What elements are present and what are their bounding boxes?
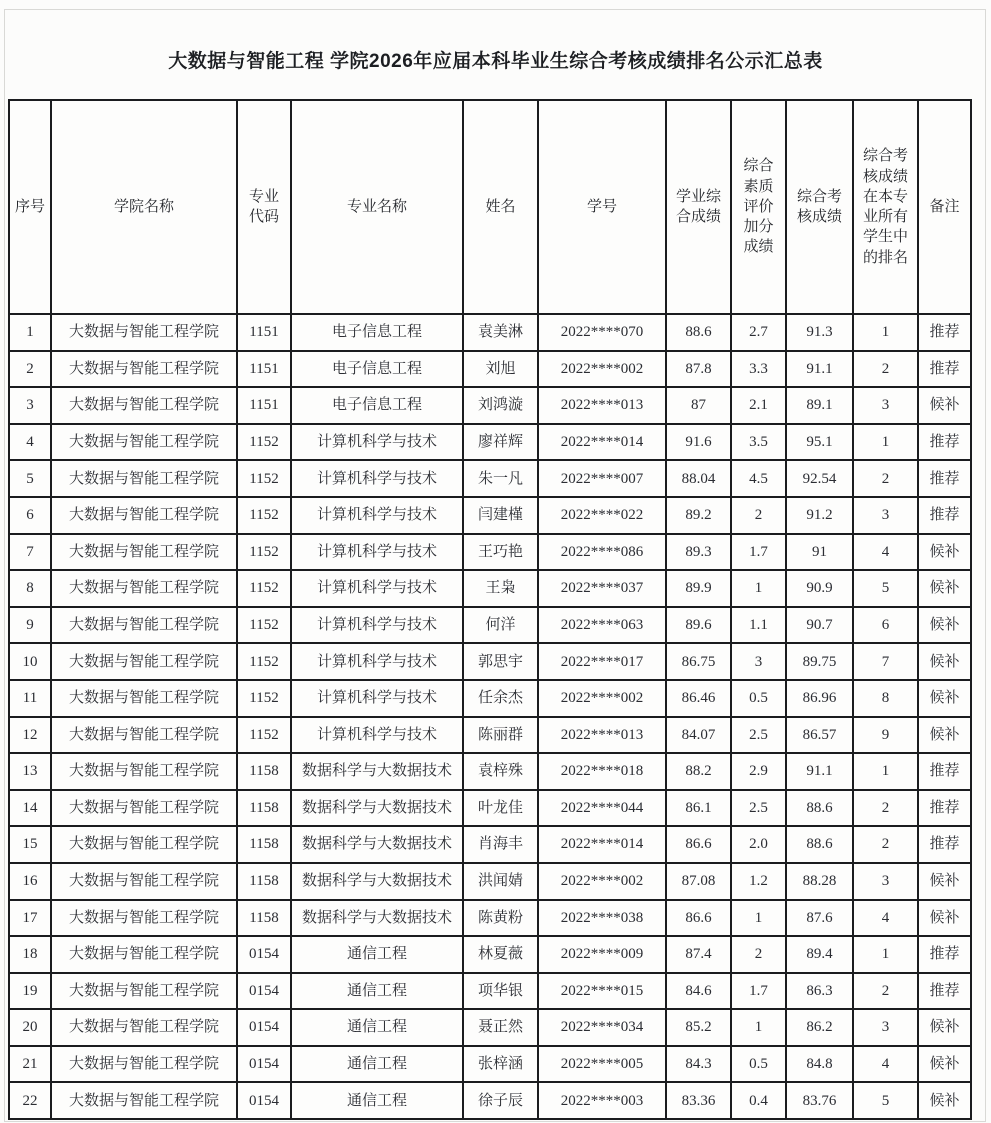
cell-academic-score: 86.75 xyxy=(666,643,731,680)
cell-major-code: 1158 xyxy=(237,900,291,937)
table-row xyxy=(9,351,971,388)
cell-overall-score: 84.8 xyxy=(786,1046,853,1083)
cell-major-name: 通信工程 xyxy=(291,936,463,973)
table-row xyxy=(9,1009,971,1046)
cell-overall-score: 91.2 xyxy=(786,497,853,534)
cell-academic-score: 86.6 xyxy=(666,826,731,863)
cell-overall-score: 88.28 xyxy=(786,863,853,900)
cell-quality-bonus: 0.5 xyxy=(731,1046,786,1083)
cell-serial: 16 xyxy=(9,863,51,900)
cell-major-name: 计算机科学与技术 xyxy=(291,497,463,534)
cell-major-code: 1152 xyxy=(237,534,291,571)
cell-major-rank: 2 xyxy=(853,826,918,863)
table-row xyxy=(9,387,971,424)
cell-student-id: 2022****007 xyxy=(538,460,666,497)
cell-student-id: 2022****034 xyxy=(538,1009,666,1046)
col-header-academic-score: 学业综合成绩 xyxy=(666,100,731,314)
cell-academic-score: 86.6 xyxy=(666,900,731,937)
cell-overall-score: 90.9 xyxy=(786,570,853,607)
cell-student-id: 2022****009 xyxy=(538,936,666,973)
cell-academic-score: 87.8 xyxy=(666,351,731,388)
cell-serial: 14 xyxy=(9,790,51,827)
cell-name: 廖祥辉 xyxy=(463,424,538,461)
table-row xyxy=(9,1046,971,1083)
cell-name: 闫建槿 xyxy=(463,497,538,534)
cell-major-code: 1152 xyxy=(237,680,291,717)
cell-major-name: 计算机科学与技术 xyxy=(291,607,463,644)
cell-serial: 21 xyxy=(9,1046,51,1083)
cell-remark: 推荐 xyxy=(918,351,971,388)
cell-academic-score: 89.6 xyxy=(666,607,731,644)
cell-student-id: 2022****017 xyxy=(538,643,666,680)
cell-remark: 候补 xyxy=(918,680,971,717)
col-header-major-name: 专业名称 xyxy=(291,100,463,314)
cell-college: 大数据与智能工程学院 xyxy=(51,790,237,827)
table-row xyxy=(9,863,971,900)
cell-overall-score: 89.75 xyxy=(786,643,853,680)
cell-overall-score: 87.6 xyxy=(786,900,853,937)
cell-quality-bonus: 1 xyxy=(731,570,786,607)
cell-major-rank: 2 xyxy=(853,790,918,827)
cell-overall-score: 86.2 xyxy=(786,1009,853,1046)
table-row xyxy=(9,900,971,937)
cell-name: 袁美淋 xyxy=(463,314,538,351)
table-row xyxy=(9,790,971,827)
cell-major-code: 1151 xyxy=(237,314,291,351)
cell-student-id: 2022****018 xyxy=(538,753,666,790)
cell-student-id: 2022****014 xyxy=(538,826,666,863)
cell-major-rank: 3 xyxy=(853,1009,918,1046)
cell-academic-score: 89.3 xyxy=(666,534,731,571)
cell-remark: 推荐 xyxy=(918,424,971,461)
cell-major-name: 计算机科学与技术 xyxy=(291,570,463,607)
cell-student-id: 2022****014 xyxy=(538,424,666,461)
cell-major-name: 数据科学与大数据技术 xyxy=(291,826,463,863)
cell-overall-score: 92.54 xyxy=(786,460,853,497)
col-header-major-rank: 综合考核成绩在本专业所有学生中的排名 xyxy=(853,100,918,314)
cell-college: 大数据与智能工程学院 xyxy=(51,1046,237,1083)
cell-remark: 推荐 xyxy=(918,936,971,973)
cell-overall-score: 86.57 xyxy=(786,717,853,754)
table-row xyxy=(9,424,971,461)
cell-remark: 推荐 xyxy=(918,753,971,790)
cell-major-code: 1151 xyxy=(237,351,291,388)
col-header-serial: 序号 xyxy=(9,100,51,314)
cell-college: 大数据与智能工程学院 xyxy=(51,680,237,717)
cell-quality-bonus: 2.5 xyxy=(731,790,786,827)
cell-overall-score: 89.4 xyxy=(786,936,853,973)
cell-name: 陈黄粉 xyxy=(463,900,538,937)
cell-major-name: 数据科学与大数据技术 xyxy=(291,863,463,900)
cell-major-name: 通信工程 xyxy=(291,973,463,1010)
cell-major-code: 1158 xyxy=(237,863,291,900)
cell-remark: 候补 xyxy=(918,607,971,644)
cell-major-name: 计算机科学与技术 xyxy=(291,643,463,680)
cell-quality-bonus: 2.5 xyxy=(731,717,786,754)
cell-quality-bonus: 1 xyxy=(731,900,786,937)
cell-college: 大数据与智能工程学院 xyxy=(51,973,237,1010)
cell-major-code: 1152 xyxy=(237,643,291,680)
cell-major-code: 1152 xyxy=(237,607,291,644)
table-row xyxy=(9,607,971,644)
cell-college: 大数据与智能工程学院 xyxy=(51,497,237,534)
cell-major-code: 1152 xyxy=(237,497,291,534)
cell-serial: 2 xyxy=(9,351,51,388)
cell-major-name: 数据科学与大数据技术 xyxy=(291,900,463,937)
cell-serial: 1 xyxy=(9,314,51,351)
cell-name: 王巧艳 xyxy=(463,534,538,571)
cell-major-rank: 5 xyxy=(853,570,918,607)
cell-academic-score: 88.6 xyxy=(666,314,731,351)
cell-college: 大数据与智能工程学院 xyxy=(51,826,237,863)
cell-college: 大数据与智能工程学院 xyxy=(51,424,237,461)
cell-student-id: 2022****086 xyxy=(538,534,666,571)
cell-student-id: 2022****037 xyxy=(538,570,666,607)
cell-serial: 7 xyxy=(9,534,51,571)
cell-major-code: 1152 xyxy=(237,717,291,754)
cell-remark: 推荐 xyxy=(918,973,971,1010)
cell-major-rank: 8 xyxy=(853,680,918,717)
cell-college: 大数据与智能工程学院 xyxy=(51,387,237,424)
cell-major-code: 1158 xyxy=(237,753,291,790)
cell-major-rank: 3 xyxy=(853,387,918,424)
cell-remark: 候补 xyxy=(918,863,971,900)
cell-name: 何洋 xyxy=(463,607,538,644)
table-row xyxy=(9,460,971,497)
cell-serial: 12 xyxy=(9,717,51,754)
cell-quality-bonus: 1.7 xyxy=(731,534,786,571)
cell-major-rank: 2 xyxy=(853,460,918,497)
cell-name: 聂正然 xyxy=(463,1009,538,1046)
cell-major-code: 1152 xyxy=(237,460,291,497)
cell-major-rank: 1 xyxy=(853,753,918,790)
cell-overall-score: 88.6 xyxy=(786,790,853,827)
cell-major-code: 0154 xyxy=(237,1009,291,1046)
col-header-quality-bonus: 综合素质评价加分成绩 xyxy=(731,100,786,314)
cell-academic-score: 88.2 xyxy=(666,753,731,790)
cell-overall-score: 90.7 xyxy=(786,607,853,644)
cell-remark: 候补 xyxy=(918,1046,971,1083)
cell-quality-bonus: 2.7 xyxy=(731,314,786,351)
cell-major-code: 1152 xyxy=(237,570,291,607)
cell-name: 洪闻婧 xyxy=(463,863,538,900)
cell-remark: 推荐 xyxy=(918,826,971,863)
cell-major-name: 通信工程 xyxy=(291,1009,463,1046)
cell-serial: 4 xyxy=(9,424,51,461)
cell-remark: 推荐 xyxy=(918,497,971,534)
cell-major-name: 计算机科学与技术 xyxy=(291,534,463,571)
cell-name: 陈丽群 xyxy=(463,717,538,754)
cell-college: 大数据与智能工程学院 xyxy=(51,1009,237,1046)
cell-academic-score: 91.6 xyxy=(666,424,731,461)
col-header-college: 学院名称 xyxy=(51,100,237,314)
table-row xyxy=(9,826,971,863)
table-row xyxy=(9,314,971,351)
cell-name: 张梓涵 xyxy=(463,1046,538,1083)
cell-major-rank: 3 xyxy=(853,863,918,900)
cell-remark: 候补 xyxy=(918,717,971,754)
cell-serial: 5 xyxy=(9,460,51,497)
cell-college: 大数据与智能工程学院 xyxy=(51,570,237,607)
cell-major-name: 电子信息工程 xyxy=(291,387,463,424)
cell-major-rank: 9 xyxy=(853,717,918,754)
score-ranking-table xyxy=(8,99,972,1120)
cell-name: 任余杰 xyxy=(463,680,538,717)
cell-student-id: 2022****002 xyxy=(538,680,666,717)
cell-academic-score: 84.07 xyxy=(666,717,731,754)
cell-college: 大数据与智能工程学院 xyxy=(51,753,237,790)
cell-major-name: 计算机科学与技术 xyxy=(291,680,463,717)
cell-student-id: 2022****044 xyxy=(538,790,666,827)
cell-college: 大数据与智能工程学院 xyxy=(51,643,237,680)
col-header-student-id: 学号 xyxy=(538,100,666,314)
cell-name: 徐子辰 xyxy=(463,1082,538,1119)
cell-remark: 候补 xyxy=(918,387,971,424)
cell-name: 朱一凡 xyxy=(463,460,538,497)
cell-major-code: 0154 xyxy=(237,936,291,973)
cell-college: 大数据与智能工程学院 xyxy=(51,534,237,571)
table-header xyxy=(9,100,971,314)
cell-major-code: 1158 xyxy=(237,826,291,863)
cell-major-code: 1151 xyxy=(237,387,291,424)
cell-quality-bonus: 3.3 xyxy=(731,351,786,388)
table-row xyxy=(9,1082,971,1119)
cell-serial: 15 xyxy=(9,826,51,863)
cell-student-id: 2022****038 xyxy=(538,900,666,937)
cell-remark: 候补 xyxy=(918,570,971,607)
cell-academic-score: 84.3 xyxy=(666,1046,731,1083)
cell-student-id: 2022****005 xyxy=(538,1046,666,1083)
cell-college: 大数据与智能工程学院 xyxy=(51,607,237,644)
cell-quality-bonus: 1.2 xyxy=(731,863,786,900)
cell-college: 大数据与智能工程学院 xyxy=(51,863,237,900)
cell-major-rank: 4 xyxy=(853,1046,918,1083)
cell-major-rank: 6 xyxy=(853,607,918,644)
cell-remark: 候补 xyxy=(918,1009,971,1046)
table-row xyxy=(9,643,971,680)
cell-quality-bonus: 3 xyxy=(731,643,786,680)
cell-academic-score: 86.46 xyxy=(666,680,731,717)
cell-student-id: 2022****022 xyxy=(538,497,666,534)
cell-name: 王枭 xyxy=(463,570,538,607)
cell-student-id: 2022****070 xyxy=(538,314,666,351)
cell-major-rank: 4 xyxy=(853,534,918,571)
table-row xyxy=(9,570,971,607)
col-header-major-code: 专业代码 xyxy=(237,100,291,314)
cell-college: 大数据与智能工程学院 xyxy=(51,900,237,937)
cell-quality-bonus: 4.5 xyxy=(731,460,786,497)
cell-major-name: 通信工程 xyxy=(291,1046,463,1083)
cell-quality-bonus: 1 xyxy=(731,1009,786,1046)
cell-major-rank: 1 xyxy=(853,936,918,973)
cell-quality-bonus: 0.4 xyxy=(731,1082,786,1119)
cell-academic-score: 87 xyxy=(666,387,731,424)
cell-serial: 13 xyxy=(9,753,51,790)
cell-major-name: 计算机科学与技术 xyxy=(291,424,463,461)
cell-quality-bonus: 3.5 xyxy=(731,424,786,461)
cell-major-name: 计算机科学与技术 xyxy=(291,460,463,497)
cell-quality-bonus: 2.9 xyxy=(731,753,786,790)
table-row xyxy=(9,534,971,571)
col-header-name: 姓名 xyxy=(463,100,538,314)
cell-serial: 20 xyxy=(9,1009,51,1046)
cell-college: 大数据与智能工程学院 xyxy=(51,460,237,497)
cell-major-code: 0154 xyxy=(237,1082,291,1119)
cell-remark: 候补 xyxy=(918,900,971,937)
page-title: 大数据与智能工程 学院2026年应届本科毕业生综合考核成绩排名公示汇总表 xyxy=(168,51,823,72)
cell-student-id: 2022****015 xyxy=(538,973,666,1010)
cell-academic-score: 87.4 xyxy=(666,936,731,973)
cell-major-name: 数据科学与大数据技术 xyxy=(291,790,463,827)
cell-quality-bonus: 1.1 xyxy=(731,607,786,644)
cell-overall-score: 86.96 xyxy=(786,680,853,717)
cell-major-code: 0154 xyxy=(237,973,291,1010)
cell-academic-score: 89.2 xyxy=(666,497,731,534)
cell-serial: 19 xyxy=(9,973,51,1010)
cell-overall-score: 91.1 xyxy=(786,351,853,388)
table-row xyxy=(9,717,971,754)
cell-quality-bonus: 2.0 xyxy=(731,826,786,863)
cell-academic-score: 87.08 xyxy=(666,863,731,900)
cell-student-id: 2022****013 xyxy=(538,387,666,424)
cell-remark: 候补 xyxy=(918,1082,971,1119)
cell-student-id: 2022****013 xyxy=(538,717,666,754)
cell-name: 项华银 xyxy=(463,973,538,1010)
table-row xyxy=(9,936,971,973)
cell-remark: 候补 xyxy=(918,643,971,680)
cell-major-rank: 3 xyxy=(853,497,918,534)
cell-academic-score: 86.1 xyxy=(666,790,731,827)
cell-serial: 6 xyxy=(9,497,51,534)
cell-major-name: 电子信息工程 xyxy=(291,314,463,351)
cell-college: 大数据与智能工程学院 xyxy=(51,936,237,973)
cell-remark: 候补 xyxy=(918,534,971,571)
cell-major-name: 通信工程 xyxy=(291,1082,463,1119)
cell-serial: 8 xyxy=(9,570,51,607)
cell-major-rank: 7 xyxy=(853,643,918,680)
cell-serial: 9 xyxy=(9,607,51,644)
col-header-overall-score: 综合考核成绩 xyxy=(786,100,853,314)
cell-major-rank: 4 xyxy=(853,900,918,937)
cell-overall-score: 86.3 xyxy=(786,973,853,1010)
cell-overall-score: 91.3 xyxy=(786,314,853,351)
table-row xyxy=(9,973,971,1010)
cell-name: 叶龙佳 xyxy=(463,790,538,827)
cell-serial: 22 xyxy=(9,1082,51,1119)
cell-quality-bonus: 2.1 xyxy=(731,387,786,424)
cell-serial: 18 xyxy=(9,936,51,973)
cell-major-code: 1158 xyxy=(237,790,291,827)
table-body xyxy=(9,314,971,1119)
cell-name: 袁梓殊 xyxy=(463,753,538,790)
cell-major-name: 电子信息工程 xyxy=(291,351,463,388)
cell-name: 刘鸿漩 xyxy=(463,387,538,424)
cell-quality-bonus: 2 xyxy=(731,497,786,534)
cell-quality-bonus: 0.5 xyxy=(731,680,786,717)
cell-student-id: 2022****063 xyxy=(538,607,666,644)
cell-overall-score: 88.6 xyxy=(786,826,853,863)
table-row xyxy=(9,753,971,790)
cell-name: 肖海丰 xyxy=(463,826,538,863)
cell-remark: 推荐 xyxy=(918,314,971,351)
cell-serial: 10 xyxy=(9,643,51,680)
cell-college: 大数据与智能工程学院 xyxy=(51,351,237,388)
col-header-remark: 备注 xyxy=(918,100,971,314)
cell-major-code: 0154 xyxy=(237,1046,291,1083)
cell-overall-score: 91 xyxy=(786,534,853,571)
table-row xyxy=(9,497,971,534)
cell-overall-score: 89.1 xyxy=(786,387,853,424)
cell-major-rank: 5 xyxy=(853,1082,918,1119)
cell-academic-score: 89.9 xyxy=(666,570,731,607)
cell-serial: 3 xyxy=(9,387,51,424)
cell-academic-score: 85.2 xyxy=(666,1009,731,1046)
cell-name: 郭思宇 xyxy=(463,643,538,680)
cell-college: 大数据与智能工程学院 xyxy=(51,314,237,351)
cell-overall-score: 83.76 xyxy=(786,1082,853,1119)
cell-name: 刘旭 xyxy=(463,351,538,388)
cell-serial: 17 xyxy=(9,900,51,937)
cell-overall-score: 95.1 xyxy=(786,424,853,461)
cell-remark: 推荐 xyxy=(918,460,971,497)
cell-student-id: 2022****003 xyxy=(538,1082,666,1119)
cell-remark: 推荐 xyxy=(918,790,971,827)
cell-major-name: 数据科学与大数据技术 xyxy=(291,753,463,790)
cell-academic-score: 84.6 xyxy=(666,973,731,1010)
cell-major-rank: 2 xyxy=(853,973,918,1010)
cell-college: 大数据与智能工程学院 xyxy=(51,1082,237,1119)
cell-major-rank: 1 xyxy=(853,314,918,351)
cell-student-id: 2022****002 xyxy=(538,863,666,900)
cell-name: 林夏薇 xyxy=(463,936,538,973)
cell-overall-score: 91.1 xyxy=(786,753,853,790)
cell-college: 大数据与智能工程学院 xyxy=(51,717,237,754)
cell-major-code: 1152 xyxy=(237,424,291,461)
cell-academic-score: 83.36 xyxy=(666,1082,731,1119)
table-row xyxy=(9,680,971,717)
cell-major-rank: 1 xyxy=(853,424,918,461)
cell-student-id: 2022****002 xyxy=(538,351,666,388)
cell-major-rank: 2 xyxy=(853,351,918,388)
cell-quality-bonus: 2 xyxy=(731,936,786,973)
header-row xyxy=(9,100,971,314)
cell-serial: 11 xyxy=(9,680,51,717)
cell-major-name: 计算机科学与技术 xyxy=(291,717,463,754)
cell-academic-score: 88.04 xyxy=(666,460,731,497)
cell-quality-bonus: 1.7 xyxy=(731,973,786,1010)
